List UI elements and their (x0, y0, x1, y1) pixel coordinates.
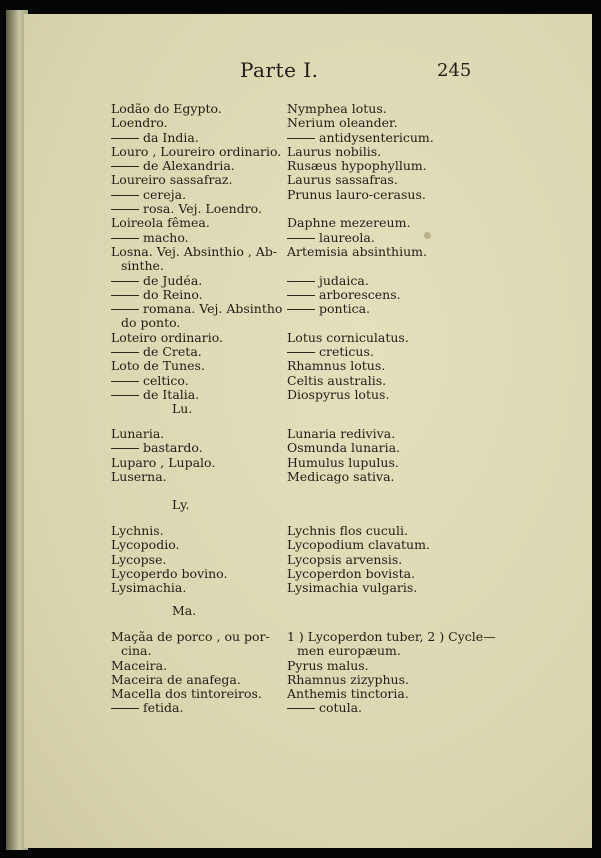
entry-text: Losna. Vej. Absinthio , Ab- (111, 243, 278, 259)
ditto-dash (111, 309, 139, 310)
entry-line (111, 630, 287, 644)
entry-line (111, 644, 287, 658)
ly-latin-column (287, 524, 483, 595)
entry-text: Loureiro sassafraz. (111, 172, 233, 188)
entry-text: Diospyrus lotus. (287, 386, 390, 402)
entry-text: celtico. (143, 372, 189, 388)
entry-line (111, 173, 287, 187)
entry-line (287, 427, 483, 441)
entry-line (287, 687, 497, 701)
entry-line (111, 288, 287, 302)
entry-text: macho. (143, 229, 189, 245)
entry-text: Luserna. (111, 468, 167, 484)
entry-line (287, 216, 483, 230)
entry-line (287, 145, 483, 159)
ditto-dash (111, 166, 139, 167)
ditto-dash (287, 281, 315, 282)
entry-line (287, 553, 483, 567)
ditto-dash (111, 708, 139, 709)
entry-line (111, 102, 287, 116)
block1-portuguese-column (111, 102, 287, 402)
entry-text: Lotus corniculatus. (287, 329, 409, 345)
entry-text: Anthemis tinctoria. (287, 686, 409, 702)
entry-text: Maceira. (111, 657, 168, 673)
entry-line (111, 374, 287, 388)
ditto-dash (111, 352, 139, 353)
entry-line (111, 441, 287, 455)
ditto-dash (111, 395, 139, 396)
entry-line (111, 687, 287, 701)
entry-text: Celtis australis. (287, 372, 387, 388)
ditto-dash (111, 381, 139, 382)
entry-text: Lunaria rediviva. (287, 426, 396, 441)
entry-text: rosa. Vej. Loendro. (143, 201, 262, 217)
entry-line (111, 159, 287, 173)
entry-text: Pyrus malus. (287, 657, 369, 673)
entry-line (287, 456, 483, 470)
entry-line (287, 524, 483, 538)
entry-text: Laurus sassafras. (287, 172, 398, 188)
entry-text: cotula. (319, 700, 363, 716)
ly-portuguese-column (111, 524, 287, 595)
entry-text: Nerium oleander. (287, 115, 398, 131)
entry-text: Maçãa de porco , ou por- (111, 629, 270, 644)
entry-line (111, 581, 287, 595)
entry-text: Lysimachia vulgaris. (287, 580, 418, 596)
entry-line (111, 216, 287, 230)
entry-text: Prunus lauro-cerasus. (287, 186, 426, 202)
section-heading-ly: Ly. (172, 497, 190, 512)
entry-line (111, 359, 287, 373)
entry-text: Loto de Tunes. (111, 358, 205, 374)
entry-line (111, 538, 287, 552)
entry-text: Lycopodio. (111, 537, 180, 553)
ditto-dash (111, 281, 139, 282)
ditto-dash (111, 295, 139, 296)
entry-line (111, 116, 287, 130)
ditto-dash (287, 295, 315, 296)
entry-text: Artemisia absinthium. (287, 243, 427, 259)
entry-text: do ponto. (121, 315, 181, 331)
entry-line (287, 316, 483, 330)
entry-line (287, 302, 483, 316)
page-number: 245 (437, 60, 472, 81)
entry-text: de Creta. (143, 344, 202, 360)
entry-text: Louro , Loureiro ordinario. (111, 143, 282, 159)
entry-line (287, 567, 483, 581)
entry-line (287, 701, 497, 715)
ditto-dash (111, 238, 139, 239)
entry-text: Nymphea lotus. (287, 101, 387, 116)
entry-line (287, 659, 497, 673)
ditto-dash (111, 448, 139, 449)
entry-line (111, 456, 287, 470)
entry-line (111, 188, 287, 202)
entry-line (287, 231, 483, 245)
entry-text: Medicago sativa. (287, 468, 395, 484)
entry-line (111, 245, 287, 259)
entry-text: Loireola fêmea. (111, 215, 210, 231)
entry-line (111, 145, 287, 159)
entry-line (287, 374, 483, 388)
entry-line (287, 644, 497, 658)
entry-line (111, 259, 287, 273)
entry-text: Macella dos tintoreiros. (111, 686, 262, 702)
running-header: Parte I. (240, 58, 319, 82)
ma-portuguese-column (111, 630, 287, 716)
entry-text: sinthe. (121, 258, 164, 274)
entry-text: Rhamnus lotus. (287, 358, 386, 374)
ditto-dash (287, 138, 315, 139)
entry-text: Lychnis. (111, 523, 164, 538)
entry-text: Loteiro ordinario. (111, 329, 223, 345)
entry-line (111, 567, 287, 581)
entry-text: Luparo , Lupalo. (111, 454, 216, 470)
entry-text: Lychnis flos cuculi. (287, 523, 408, 538)
block1-latin-column (287, 102, 483, 402)
entry-line (287, 673, 497, 687)
entry-text: creticus. (319, 344, 374, 360)
entry-text: judaica. (319, 272, 369, 288)
entry-text: do Reino. (143, 286, 203, 302)
ditto-dash (287, 238, 315, 239)
entry-text: fetida. (143, 700, 184, 716)
lu-latin-column (287, 427, 483, 484)
entry-line (287, 173, 483, 187)
lu-portuguese-column (111, 427, 287, 484)
entry-line (111, 427, 287, 441)
entry-line (111, 231, 287, 245)
entry-line (287, 441, 483, 455)
entry-text: cina. (121, 643, 152, 659)
entry-line (111, 388, 287, 402)
entry-line (111, 659, 287, 673)
entry-text: Maceira de anafega. (111, 671, 241, 687)
entry-line (111, 470, 287, 484)
entry-line (287, 345, 483, 359)
entry-line (287, 131, 483, 145)
entry-text: laureola. (319, 229, 375, 245)
entry-line (111, 316, 287, 330)
entry-line (111, 673, 287, 687)
entry-line (287, 331, 483, 345)
entry-line (287, 388, 483, 402)
entry-text: arborescens. (319, 286, 401, 302)
entry-text: Osmunda lunaria. (287, 440, 400, 456)
entry-text: pontica. (319, 301, 371, 317)
entry-line (287, 538, 483, 552)
ditto-dash (111, 138, 139, 139)
entry-line (111, 202, 287, 216)
entry-line (111, 331, 287, 345)
entry-text: Rhamnus zizyphus. (287, 671, 409, 687)
entry-line (111, 701, 287, 715)
entry-text: Lycopodium clavatum. (287, 537, 430, 553)
entry-text: da India. (143, 129, 199, 145)
entry-line (111, 131, 287, 145)
entry-text: Laurus nobilis. (287, 143, 382, 159)
entry-text: Rusæus hypophyllum. (287, 158, 427, 174)
section-heading-lu: Lu. (172, 401, 193, 416)
entry-text: antidysentericum. (319, 129, 434, 145)
entry-text: Humulus lupulus. (287, 454, 399, 470)
entry-line (287, 630, 497, 644)
entry-line (111, 524, 287, 538)
entry-text: de Alexandria. (143, 158, 235, 174)
entry-line (287, 470, 483, 484)
entry-line (111, 345, 287, 359)
entry-text: Lycopse. (111, 551, 167, 567)
entry-text: Lodão do Egypto. (111, 101, 222, 116)
entry-text: Loendro. (111, 115, 168, 131)
ditto-dash (111, 195, 139, 196)
entry-text: men europæum. (297, 643, 401, 659)
entry-text: Lycoperdon bovista. (287, 565, 416, 581)
entry-line (111, 274, 287, 288)
entry-line (287, 259, 483, 273)
ditto-dash (111, 209, 139, 210)
ditto-dash (287, 708, 315, 709)
entry-text: Lycoperdo bovino. (111, 565, 228, 581)
entry-line (287, 202, 483, 216)
entry-text: de Italia. (143, 386, 200, 402)
entry-line (287, 581, 483, 595)
entry-line (111, 553, 287, 567)
entry-line (287, 102, 483, 116)
entry-text: 1 ) Lycoperdon tuber, 2 ) Cycle— (287, 629, 496, 644)
section-heading-ma: Ma. (172, 603, 197, 618)
ditto-dash (287, 352, 315, 353)
entry-text: Daphne mezereum. (287, 215, 411, 231)
entry-line (287, 188, 483, 202)
entry-line (287, 159, 483, 173)
entry-text: Lysimachia. (111, 580, 187, 596)
entry-text: Lycopsis arvensis. (287, 551, 403, 567)
entry-line (111, 302, 287, 316)
entry-line (287, 288, 483, 302)
ditto-dash (287, 309, 315, 310)
entry-text: Lunaria. (111, 426, 165, 441)
entry-line (287, 245, 483, 259)
entry-text: cereja. (143, 186, 187, 202)
entry-text: romana. Vej. Absintho (143, 301, 283, 317)
entry-line (287, 116, 483, 130)
entry-line (287, 274, 483, 288)
entry-text: de Judéa. (143, 272, 203, 288)
entry-line (287, 359, 483, 373)
ma-latin-column (287, 630, 497, 716)
entry-text: bastardo. (143, 440, 203, 456)
